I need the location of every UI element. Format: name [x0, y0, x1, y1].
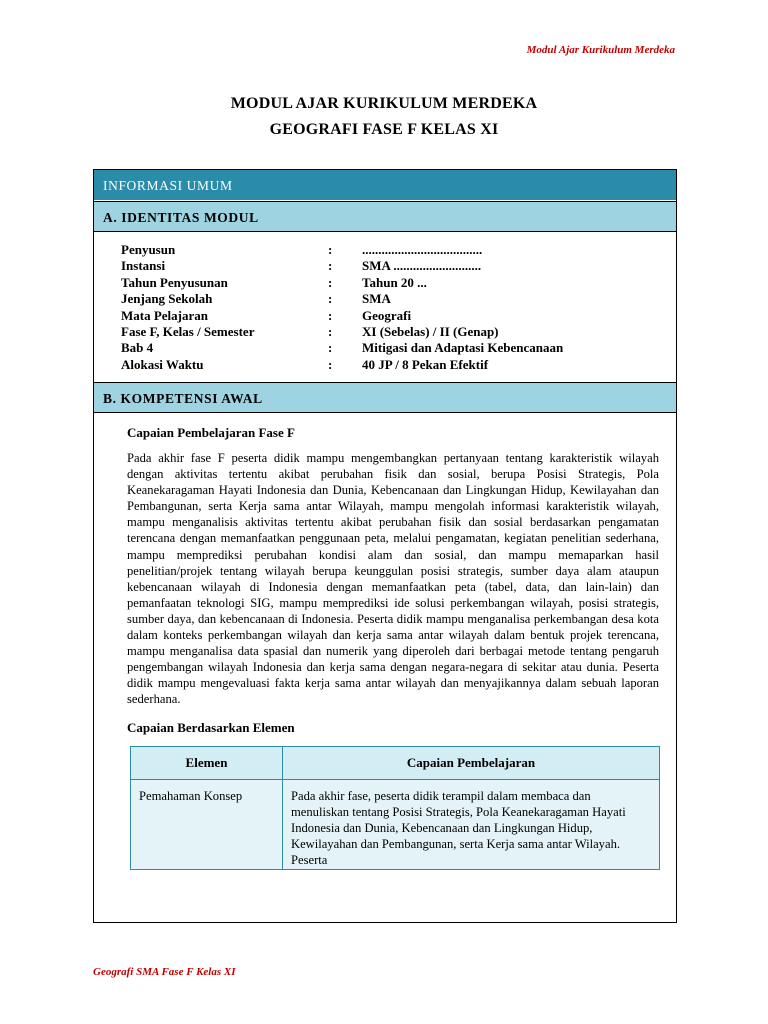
identitas-label: Fase F, Kelas / Semester	[121, 323, 255, 339]
table-row	[131, 779, 660, 869]
table-header-capaian: Capaian Pembelajaran	[283, 746, 660, 779]
identitas-value: .....................................	[362, 242, 483, 257]
identitas-colon: :	[328, 274, 333, 290]
identitas-row	[121, 258, 676, 274]
identitas-colon: :	[328, 323, 333, 339]
identitas-label: Jenjang Sekolah	[121, 291, 213, 307]
identitas-row	[121, 324, 676, 340]
table-cell-capaian: Pada akhir fase, peserta didik terampil dalam membaca dan menuliskan tentang Posisi Strategis, Pola Keanekaragaman Hayati Indonesia dan Dunia, Kebencanaan dan Lingkungan Hidup, Kewilayahan dan Pembangunan, serta Kerja sama antar Wilayah. Peserta	[283, 779, 660, 869]
identitas-row	[121, 291, 676, 307]
identitas-colon: :	[328, 242, 333, 257]
identitas-value: SMA	[362, 291, 391, 307]
section-bar-informasi-umum: INFORMASI UMUM	[94, 170, 676, 201]
identitas-colon: :	[328, 258, 333, 274]
identitas-value: SMA ...........................	[362, 258, 482, 274]
identitas-list	[94, 232, 676, 382]
identitas-colon: :	[328, 291, 333, 307]
identitas-value: Geografi	[362, 307, 412, 323]
identitas-colon: :	[328, 356, 333, 372]
table-cell-elemen: Pemahaman Konsep	[131, 779, 283, 869]
identitas-row	[121, 357, 676, 373]
cp-heading: Capaian Pembelajaran Fase F	[127, 425, 295, 440]
document-title: MODUL AJAR KURIKULUM MERDEKA	[230, 95, 538, 112]
identitas-label: Alokasi Waktu	[121, 356, 204, 372]
elemen-heading: Capaian Berdasarkan Elemen	[127, 719, 295, 735]
identitas-colon: :	[328, 340, 333, 356]
section-bar-kompetensi-awal: B. KOMPETENSI AWAL	[94, 382, 676, 413]
section-bar-identitas-modul: A. IDENTITAS MODUL	[94, 201, 676, 232]
identitas-row	[121, 340, 676, 356]
identitas-label: Penyusun	[121, 242, 176, 257]
identitas-value: Tahun 20 ...	[362, 274, 427, 290]
running-header: Modul Ajar Kurikulum Merdeka	[526, 44, 675, 56]
identitas-row	[121, 308, 676, 324]
identitas-row	[121, 242, 676, 258]
kompetensi-content	[94, 413, 676, 870]
elemen-table	[130, 746, 660, 870]
identitas-row	[121, 275, 676, 291]
identitas-value: 40 JP / 8 Pekan Efektif	[362, 356, 489, 372]
identitas-label: Tahun Penyusunan	[121, 274, 228, 290]
table-header-row	[131, 746, 660, 779]
identitas-value: Mitigasi dan Adaptasi Kebencanaan	[362, 340, 564, 356]
module-info-box	[93, 169, 677, 923]
identitas-label: Mata Pelajaran	[121, 307, 209, 323]
table-header-elemen: Elemen	[131, 746, 283, 779]
document-subtitle: GEOGRAFI FASE F KELAS XI	[269, 121, 499, 138]
cp-paragraph: Pada akhir fase F peserta didik mampu mengembangkan pertanyaan tentang karakteristik wilayah dengan aktivitas tertentu akibat perubahan fisik dan sosial, berupa Posisi Strategis, Pola Keanekaragaman Hayati Indonesia dan Dunia, Kebencanaan dan Lingkungan Hidup, Kewilayahan dan Pembangunan, serta Kerja sama antar Wilayah, mampu mengolah informasi karakteristik wilayah, mampu menganalisis aktivitas tertentu akibat perubahan fisik dan sosial berdasarkan pengamatan terencana dengan memanfaatkan penggunaan peta, melalui pengamatan, kegiatan penelitian sederhana, mampu memprediksi perubahan kondisi alam dan sosial, dan mampu memaparkan hasil penelitian/projek tentang wilayah berupa keunggulan posisi strategis, sumber daya alam ataupun kebencanaan wilayah di Indonesia dengan memanfaatkan peta (tabel, data, dan lain-lain) dan pemanfaatan teknologi SIG, mampu memprediksi ide solusi perkembangan wilayah, posisi strategis, sumber daya, dan kebencanaan di Indonesia. Peserta didik mampu menganalisa perkembangan desa kota dalam konteks perkembangan wilayah dan kerja sama antar wilayah dalam bentuk projek terencana, mampu menganalisa data spasial dan numerik yang diperoleh dari berbagai metode tentang pengaruh pengembangan wilayah Indonesia dan kerja sama dengan negara-negara di sekitar atau dunia. Peserta didik mampu mengevaluasi fakta kerja sama antar wilayah dan menyajikannya dalam sebuah laporan sederhana.	[127, 451, 659, 707]
identitas-value: XI (Sebelas) / II (Genap)	[362, 323, 499, 339]
identitas-label: Bab 4	[121, 340, 154, 356]
identitas-label: Instansi	[121, 258, 166, 274]
identitas-colon: :	[328, 307, 333, 323]
running-footer: Geografi SMA Fase F Kelas XI	[93, 966, 236, 978]
